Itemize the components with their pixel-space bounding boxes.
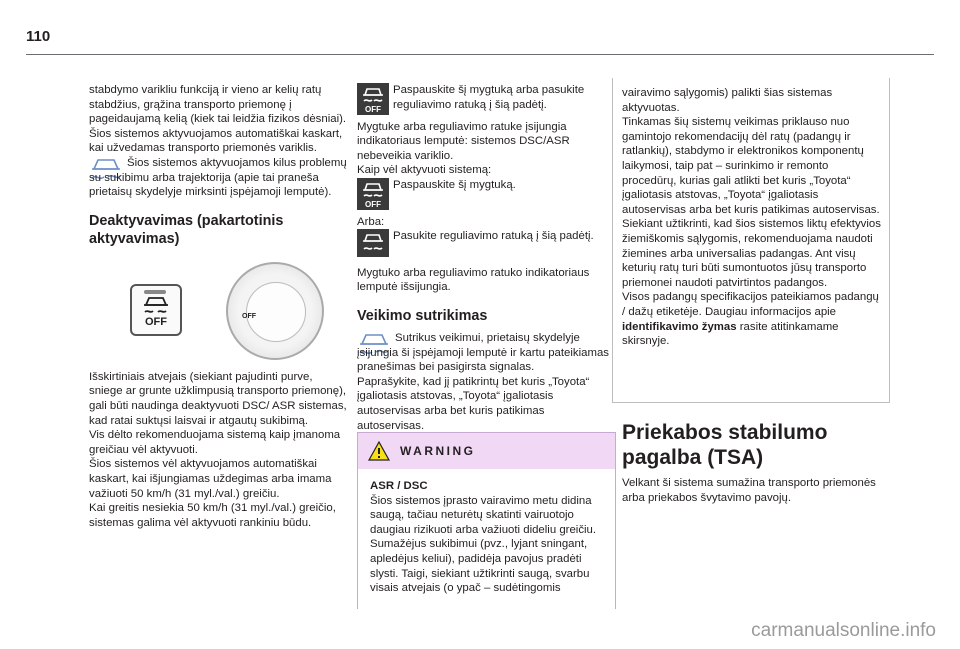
press-button-note <box>357 83 614 120</box>
dsc-off-icon <box>357 83 389 120</box>
warning-subtitle: ASR / DSC <box>370 480 428 492</box>
paragraph: Tinkamas šių sistemų veikimas priklauso nuo gamintojo rekomendacijų dėl ratų (padangų ir ratlankių), stabdymo ir elektronikos komponentų laikymosi, taip pat – surinkimo ir remonto procedūrų, kurias gali atlikti bet kuris „Toyota“ įgaliotasis atstovas, „Toyota“ įgaliotasis autoservisas arba bet kuris patikimas autoservisas. <box>622 116 880 216</box>
warning-header <box>358 433 615 469</box>
paragraph: Paspauskite šį mygtuką. <box>393 178 516 191</box>
paragraph: Mygtuke arba reguliavimo ratuke įsijungia indikatoriaus lemputė: sistemos DSC/ASR nebeveikia variklio. <box>357 120 570 162</box>
paragraph: stabdymo varikliu funkciją ir vieno ar kelių ratų stabdžius, grąžina transporto priemonę į pageidaujamą kelią (kiek tai leidžia fizikos dėsniai). <box>89 84 347 126</box>
paragraph: Šios sistemos aktyvuojamos automatiškai kaskart, kai užvedamas transporto priemonės variklis. <box>89 127 343 155</box>
column-2 <box>357 83 614 433</box>
paragraph: Velkant ši sistema sumažina transporto priemonės arba priekabos švytavimo pavojų. <box>622 477 876 504</box>
paragraph: Kai greitis nesiekia 50 km/h (31 myl./val.) greičio, sistemas galima vėl aktyvuoti rankiniu būdu. <box>89 502 336 529</box>
indicator-lamp <box>144 290 166 294</box>
header-divider <box>26 54 934 55</box>
section-title: Priekabos stabilumo pagalba (TSA) <box>622 421 828 469</box>
dsc-off-button <box>130 284 182 336</box>
bold-link-text: identifikavimo žymas <box>622 320 737 333</box>
dsc-off-icon <box>357 178 389 215</box>
warning-title: WARNING <box>400 444 476 458</box>
drive-mode-dial <box>226 262 324 360</box>
warning-text: Šios sistemos įprasto vairavimo metu didina saugą, tačiau neturėtų skatinti vairuotojo daugiau rizikuoti arba važiuoti dideliu greičiu. Sumažėjus sukibimui (pvz., lyjant sningant, apledėjus keliui), padidėja pavojus pradėti slysti. Taigi, siekiant užtikrinti saugą, svarbu visais atvejais (o ypač – sudėtingomis <box>370 494 597 595</box>
paragraph: Vis dėlto rekomenduojama sistemą kaip įmanoma greičiau vėl aktyvuoti. <box>89 429 341 456</box>
warning-box <box>357 432 616 609</box>
skid-car-icon <box>142 296 170 314</box>
paragraph: vairavimo sąlygomis) palikti šias sistemas aktyvuotas. <box>622 87 833 114</box>
off-label: OFF <box>145 315 167 328</box>
watermark: carmanualsonline.info <box>751 620 936 641</box>
section-heading: Veikimo sutrikimas <box>357 307 488 324</box>
paragraph: Išskirtiniais atvejais (siekiant pajudinti purve, sniege ar grunte užklimpusią transporto priemonę), gali būti naudinga deaktyvuoti DSC/ ASR sistemas, kad ratai suktųsi laisvai ir atgautų sukibimą. <box>89 370 347 427</box>
malfunction-note <box>357 331 614 375</box>
paragraph: Mygtuko arba reguliavimo ratuko indikatoriaus lemputė išsijungia. <box>357 266 590 294</box>
dial-off-mark: OFF <box>242 312 256 320</box>
skid-dial-icon <box>357 229 389 262</box>
tsa-section <box>622 420 884 505</box>
paragraph: Šios sistemos vėl aktyvuojamos automatiškai kaskart, kai išjungiamas uždegimas arba imama važiuoti 50 km/h (31 myl./val.) greičiu. <box>89 458 332 500</box>
warning-lamp-note <box>89 156 349 200</box>
paragraph: Šios sistemos aktyvuojamos kilus problemų su sukibimu arba trajektorija (apie tai praneša prietaisų skydelyje mirksinti įspėjamoji lemputė). <box>89 156 347 199</box>
column-3 <box>622 86 884 349</box>
section-heading: Deaktyvavimas (pakartotinis aktyvavimas) <box>89 212 284 247</box>
paragraph: Sutrikus veikimui, prietaisų skydelyje įsijungia ši įspėjamoji lemputė ir kartu pateikiamas pranešimas bei pasigirsta signalas. <box>357 331 609 374</box>
paragraph: Arba: <box>357 215 385 228</box>
page-number: 110 <box>26 28 51 45</box>
off-text: OFF <box>365 199 381 209</box>
paragraph: Paprašykite, kad jį patikrintų bet kuris „Toyota“ įgaliotasis atstovas, „Toyota“ įgaliotasis autoservisas arba bet kuris patikimas autoservisas. <box>357 375 590 432</box>
warning-triangle-icon <box>368 441 390 461</box>
paragraph <box>622 290 884 348</box>
text-span: Visos padangų specifikacijos pateikiamos padangų / dažų etiketėje. Daugiau informacijos apie <box>622 291 879 318</box>
press-button-note <box>357 178 614 215</box>
paragraph: Paspauskite šį mygtuką arba pasukite reguliavimo ratuką į šią padėtį. <box>393 84 585 111</box>
warning-body <box>358 469 615 596</box>
column-1 <box>89 83 349 530</box>
paragraph: Pasukite reguliavimo ratuką į šią padėtį. <box>393 230 594 243</box>
turn-dial-note <box>357 229 614 262</box>
controls-illustration <box>89 260 349 360</box>
paragraph: Kaip vėl aktyvuoti sistemą: <box>357 164 492 177</box>
off-text: OFF <box>365 105 381 114</box>
text-span: rasite atitinkamame skirsnyje. <box>622 320 839 348</box>
paragraph: Siekiant užtikrinti, kad šios sistemos liktų efektyvios žiemiškomis sąlygomis, rekomenduojama naudoti žiemines arba universalias padangas. Ant visų keturių ratų turi būti sumontuotos jūsų transporto priemonei naudoti patvirtintos padangos. <box>622 218 881 289</box>
